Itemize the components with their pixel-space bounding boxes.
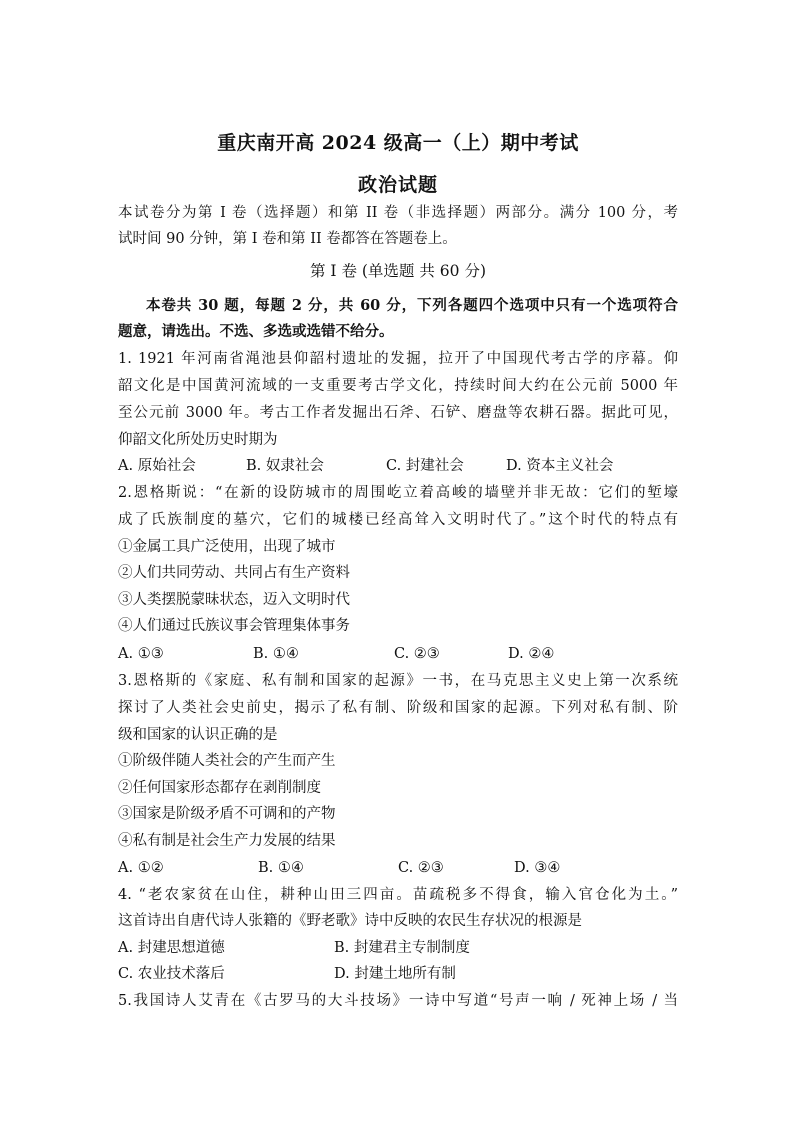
q3-option-b: B. ①④ <box>258 860 304 876</box>
q1-stem-line: 仰韶文化所处历史时期为 <box>118 432 278 448</box>
q3-item: ③国家是阶级矛盾不可调和的产物 <box>118 806 336 822</box>
q2-option-a: A. ①③ <box>118 646 164 662</box>
q1-option-d: D. 资本主义社会 <box>506 458 614 474</box>
q4-option-a: A. 封建思想道德 <box>118 940 225 956</box>
q2-item: ①金属工具广泛使用，出现了城市 <box>118 539 336 555</box>
q2-item: ②人们共同劳动、共同占有生产资料 <box>118 565 350 581</box>
q1-stem-line: 1. 1921 年河南省渑池县仰韶村遗址的发掘，拉开了中国现代考古学的序幕。仰 <box>118 351 678 367</box>
q5-stem-line: 5.我国诗人艾青在《古罗马的大斗技场》一诗中写道“号声一响 / 死神上场 / 当 <box>118 993 678 1009</box>
q3-item: ①阶级伴随人类社会的产生而产生 <box>118 753 336 769</box>
q4-option-b: B. 封建君主专制制度 <box>334 940 470 956</box>
section-title: 第 I 卷 (单选题 共 60 分) <box>309 262 486 280</box>
q1-option-b: B. 奴隶社会 <box>246 458 324 474</box>
q1-stem-line: 韶文化是中国黄河流域的一支重要考古学文化，持续时间大约在公元前 5000 年 <box>118 378 678 394</box>
intro-line: 试时间 90 分钟，第 I 卷和第 II 卷都答在答题卷上。 <box>118 231 457 247</box>
q3-option-a: A. ①② <box>118 860 164 876</box>
q1-option-c: C. 封建社会 <box>386 458 464 474</box>
q3-item: ②任何国家形态都存在剥削制度 <box>118 780 321 796</box>
q3-stem-line: 级和国家的认识正确的是 <box>118 727 278 743</box>
intro-line: 本试卷分为第 I 卷（选择题）和第 II 卷（非选择题）两部分。满分 100 分，考 <box>118 205 678 221</box>
q3-item: ④私有制是社会生产力发展的结果 <box>118 833 336 849</box>
exam-title: 重庆南开高 2024 级高一（上）期中考试 <box>217 132 579 154</box>
q1-stem-line: 至公元前 3000 年。考古工作者发掘出石斧、石铲、磨盘等农耕石器。据此可见， <box>118 405 678 421</box>
subject-title: 政治试题 <box>357 174 438 196</box>
q2-stem-line: 成了氏族制度的墓穴，它们的城楼已经高耸入文明时代了。”这个时代的特点有 <box>118 512 678 528</box>
q2-option-b: B. ①④ <box>253 646 299 662</box>
q2-item: ④人们通过氏族议事会管理集体事务 <box>118 618 350 634</box>
instructions-line: 题意，请选出。不选、多选或选错不给分。 <box>118 323 394 340</box>
q4-option-c: C. 农业技术落后 <box>118 966 225 982</box>
q1-option-a: A. 原始社会 <box>118 458 196 474</box>
q2-option-c: C. ②③ <box>394 646 440 662</box>
q3-option-c: C. ②③ <box>398 860 444 876</box>
q3-stem-line: 3.恩格斯的《家庭、私有制和国家的起源》一书，在马克思主义史上第一次系统 <box>118 673 678 689</box>
q2-item: ③人类摆脱蒙昧状态，迈入文明时代 <box>118 592 350 608</box>
q4-stem-line: 4. “老农家贫在山住，耕种山田三四亩。苗疏税多不得食，输入官仓化为土。” <box>118 887 678 903</box>
q2-stem-line: 2.恩格斯说：“在新的设防城市的周围屹立着高峻的墙壁并非无故：它们的堑壕 <box>118 485 678 501</box>
q4-stem-line: 这首诗出自唐代诗人张籍的《野老歌》诗中反映的农民生存状况的根源是 <box>118 913 582 929</box>
q3-option-d: D. ③④ <box>514 860 561 876</box>
q2-option-d: D. ②④ <box>508 646 555 662</box>
q3-stem-line: 探讨了人类社会史前史，揭示了私有制、阶级和国家的起源。下列对私有制、阶 <box>118 700 678 716</box>
instructions-line: 本卷共 30 题，每题 2 分，共 60 分，下列各题四个选项中只有一个选项符合 <box>146 297 678 314</box>
q4-option-d: D. 封建土地所有制 <box>334 966 456 982</box>
